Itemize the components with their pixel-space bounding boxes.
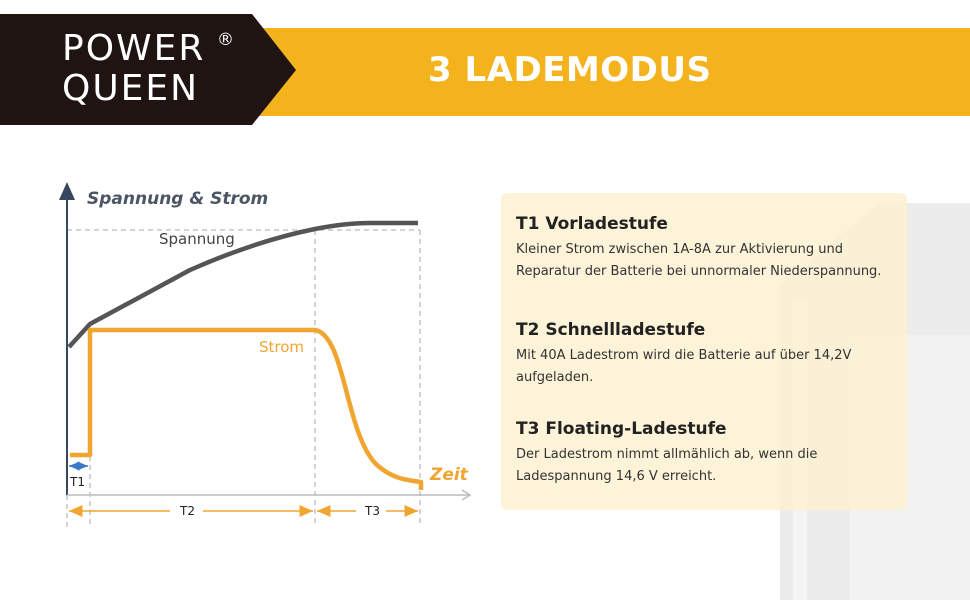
phase-label-t1: T1: [70, 475, 85, 489]
logo-text-queen: QUEEN: [62, 68, 200, 109]
voltage-label: Spannung: [159, 230, 235, 248]
y-axis-label: Spannung & Strom: [87, 189, 269, 209]
stage-description: Kleiner Strom zwischen 1A-8A zur Aktivierung und Reparatur der Batterie bei unnormaler Niederspannung.: [516, 242, 882, 279]
stage-title: T3 Floating-Ladestufe: [516, 419, 727, 439]
x-axis-label: Zeit: [430, 465, 468, 485]
current-curve: [70, 330, 421, 490]
stage-title: T2 Schnellladestufe: [516, 320, 706, 340]
stage-info-panel: [501, 193, 907, 510]
stage-description: Mit 40A Ladestrom wird die Batterie auf über 14,2V aufgeladen.: [516, 348, 852, 385]
phase-label-t2: T2: [180, 504, 195, 518]
reference-grid-lines: [67, 230, 420, 527]
stage-t2: [516, 319, 896, 389]
stage-t1: [516, 213, 896, 283]
stage-description: Der Ladestrom nimmt allmählich ab, wenn die Ladespannung 14,6 V erreicht.: [516, 447, 818, 484]
page-title: 3 LADEMODUS: [428, 50, 712, 90]
registered-mark: ®: [217, 30, 234, 50]
stage-t3: [516, 418, 896, 488]
stage-title: T1 Vorladestufe: [516, 214, 668, 234]
current-label: Strom: [259, 338, 305, 356]
phase-label-t3: T3: [365, 504, 380, 518]
logo-text-power: POWER: [62, 28, 206, 69]
